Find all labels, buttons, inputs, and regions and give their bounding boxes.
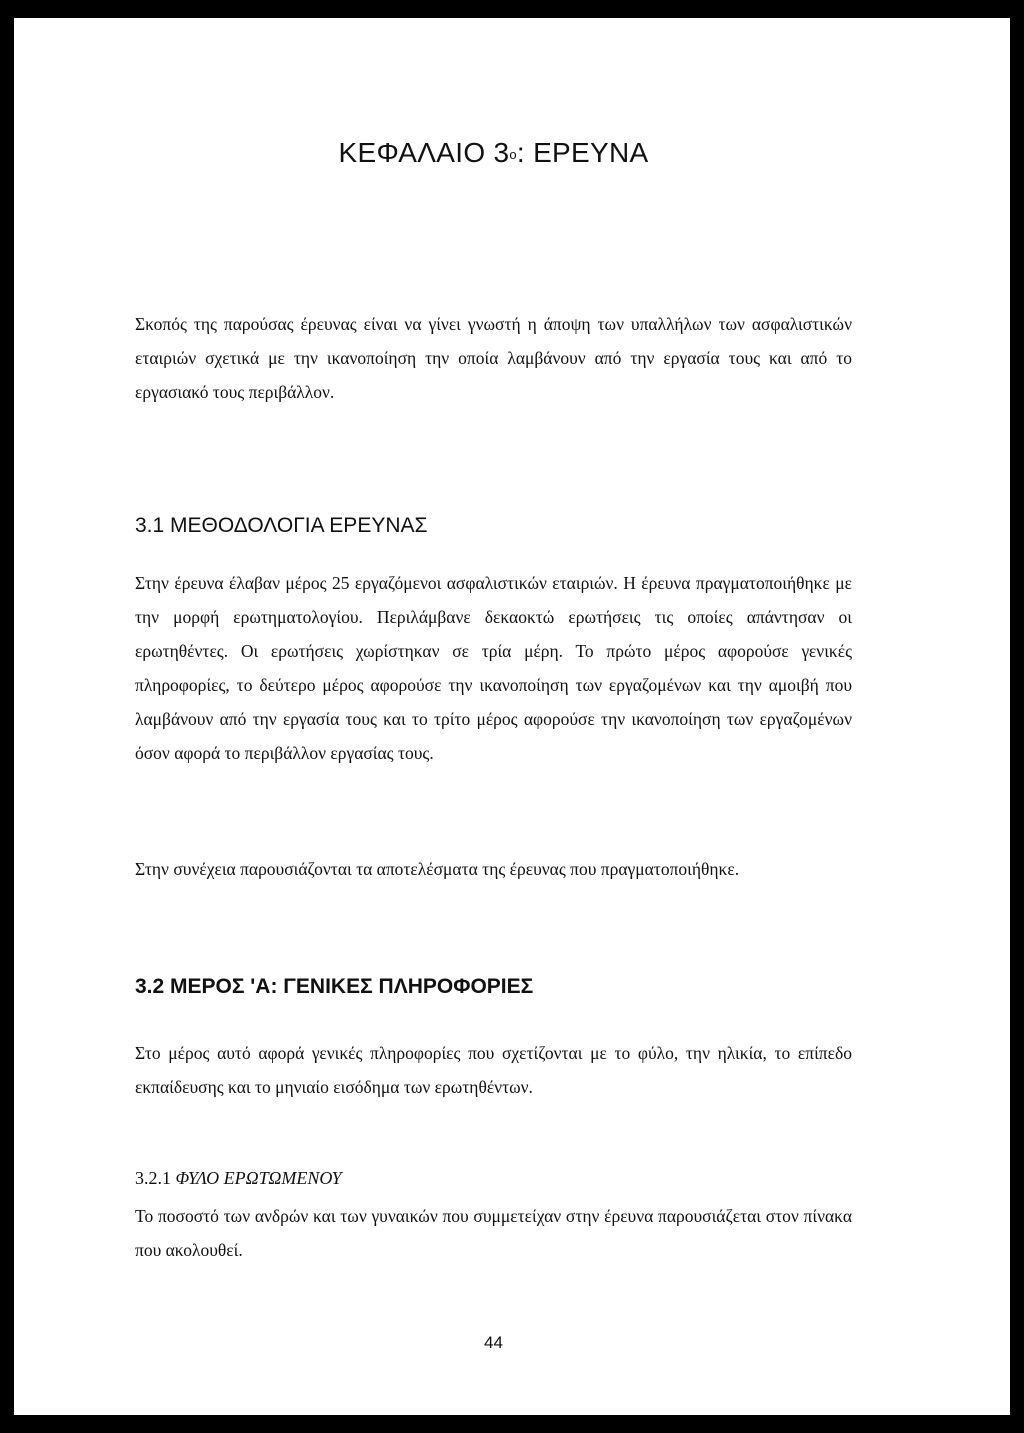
general-info-paragraph: Στο μέρος αυτό αφορά γενικές πληροφορίες που σχετίζονται με το φύλο, την ηλικία, το επίπεδο εκπαίδευσης και το μηνιαίο εισόδημα των ερωτηθέντων. <box>135 1043 852 1097</box>
results-intro-paragraph: Στην συνέχεια παρουσιάζονται τα αποτελέσματα της έρευνας που πραγματοποιήθηκε. <box>135 859 740 879</box>
gender-paragraph: Το ποσοστό των ανδρών και των γυναικών που συμμετείχαν στην έρευνα παρουσιάζεται στον πίνακα που ακολουθεί. <box>135 1206 852 1260</box>
chapter-title-prefix: ΚΕΦΑΛΑΙΟ 3 <box>338 137 510 168</box>
section-3-2-1-title: ΦΥΛΟ ΕΡΩΤΩΜΕΝΟΥ <box>175 1168 342 1188</box>
chapter-title-superscript: ο <box>509 147 517 162</box>
chapter-title <box>135 135 852 171</box>
page-number: 44 <box>484 1333 503 1352</box>
chapter-title-suffix: : ΕΡΕΥΝΑ <box>516 137 649 168</box>
methodology-paragraph: Στην έρευνα έλαβαν μέρος 25 εργαζόμενοι ασφαλιστικών εταιριών. Η έρευνα πραγματοποιήθηκε με την μορφή ερωτηματολογίου. Περιλάμβανε δεκαοκτώ ερωτήσεις τις οποίες απάντησαν οι ερωτηθέντες. Οι ερωτήσεις χωρίστηκαν σε τρία μέρη. Το πρώτο μέρος αφορούσε γενικές πληροφορίες, το δεύτερο μέρος αφορούσε την ικανοποίηση των εργαζομένων και την αμοιβή που λαμβάνουν από την εργασία τους και το τρίτο μέρος αφορούσε την ικανοποίηση των εργαζομένων όσον αφορά το περιβάλλον εργασίας τους. <box>135 573 852 763</box>
document-page <box>14 18 1010 1415</box>
section-3-2-1-number: 3.2.1 <box>135 1168 171 1188</box>
section-3-2-heading: 3.2 ΜΕΡΟΣ 'Α: ΓΕΝΙΚΕΣ ΠΛΗΡΟΦΟΡΙΕΣ <box>135 975 534 998</box>
intro-paragraph: Σκοπός της παρούσας έρευνας είναι να γίνει γνωστή η άποψη των υπαλλήλων των ασφαλιστικών εταιριών σχετικά με την ικανοποίηση την οποία λαμβάνουν από την εργασία τους και από το εργασιακό τους περιβάλλον. <box>135 314 852 402</box>
section-3-1-heading: 3.1 ΜΕΘΟΔΟΛΟΓΙΑ ΕΡΕΥΝΑΣ <box>135 514 428 537</box>
section-3-2-1-heading <box>135 1163 852 1193</box>
